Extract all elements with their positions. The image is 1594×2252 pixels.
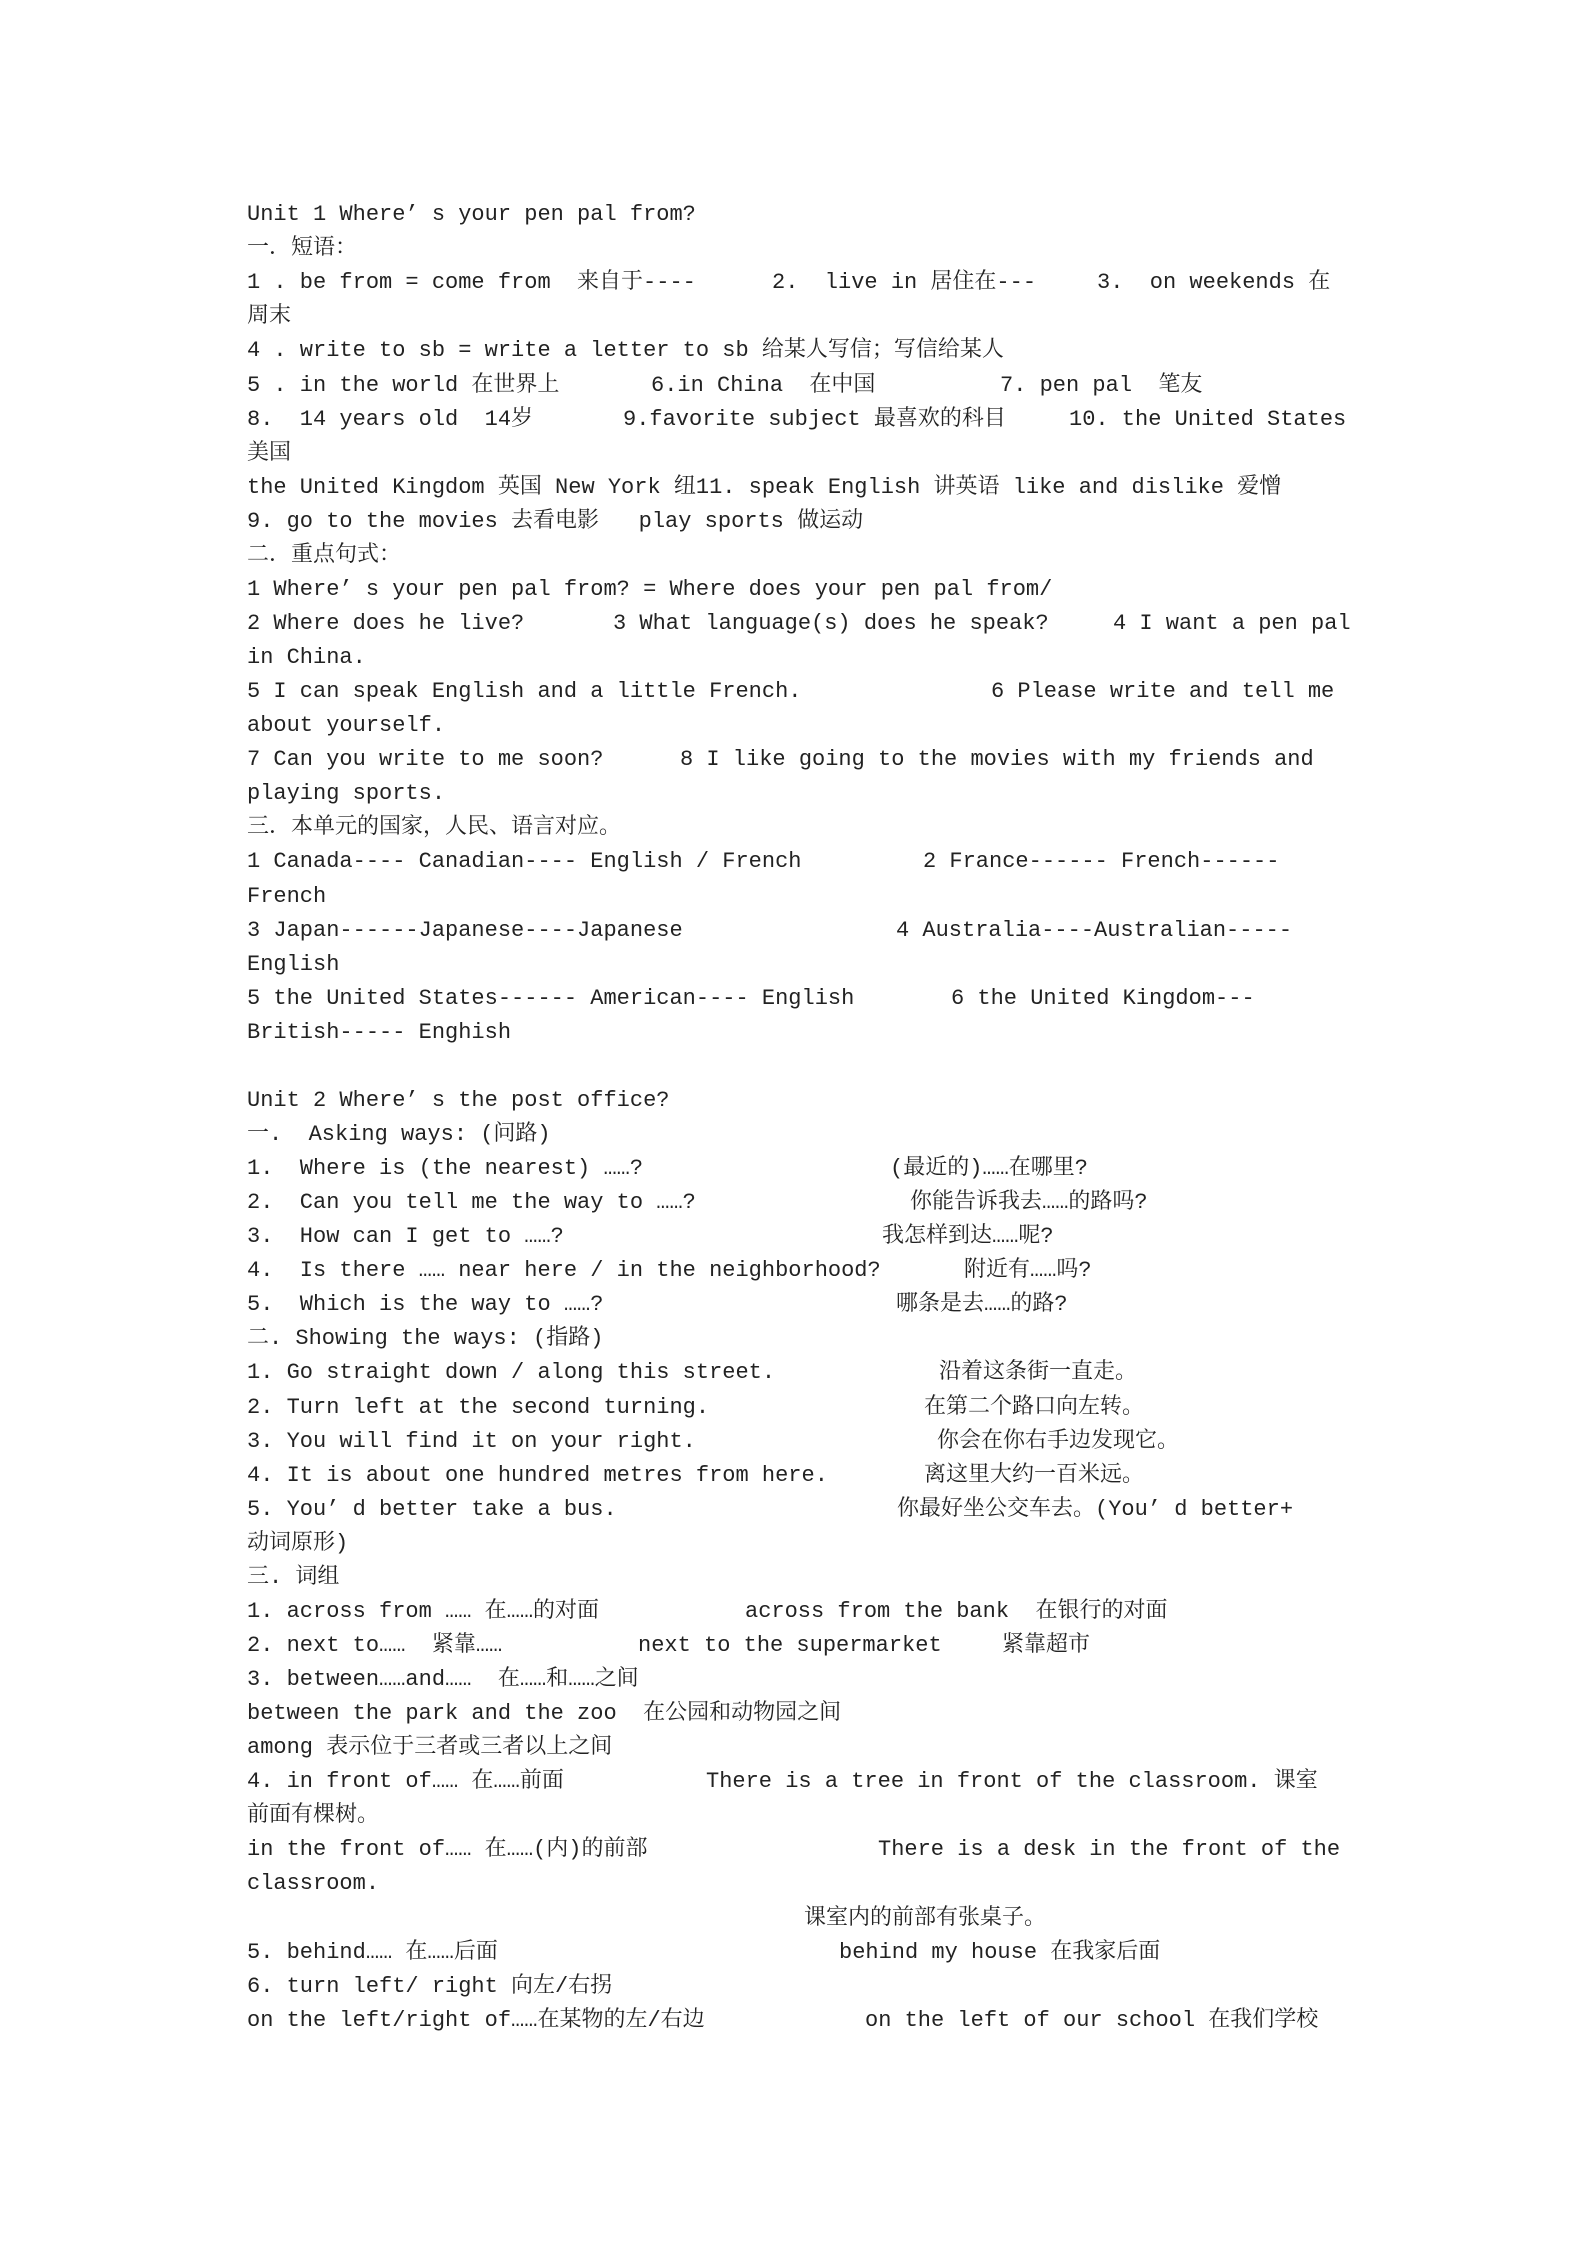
chinese-translation: 你最好坐公交车去。(You’ d better+ — [897, 1497, 1294, 1522]
sentence-item: 8 I like going to the movies with my friends and — [680, 747, 1314, 772]
country-item: 3 Japan------Japanese----Japanese — [247, 918, 683, 943]
phrase-item: 7. pen pal 笔友 — [1000, 373, 1203, 398]
asking-line-5 — [247, 1288, 1068, 1322]
phrase-item: 3. on weekends 在 — [1097, 270, 1331, 295]
word-group-item: in the front of…… 在……(内)的前部 — [247, 1837, 648, 1862]
sentence-item: 3 What language(s) does he speak? — [613, 611, 1049, 636]
word-group-example: There is a tree in front of the classroom. 课室 — [706, 1769, 1318, 1794]
sentence-item: 4 I want a pen pal — [1113, 611, 1351, 636]
word-group-line-1 — [247, 1595, 1168, 1629]
asking-line-3 — [247, 1220, 1054, 1254]
word-group-line-6b — [247, 2004, 1319, 2038]
unit-title: Unit 2 Where’ s the post office? — [247, 1088, 670, 1113]
sentence-item: 5 I can speak English and a little French. — [247, 679, 802, 704]
chinese-translation: 你会在你右手边发现它。 — [937, 1429, 1180, 1454]
chinese-translation: 在第二个路口向左转。 — [924, 1395, 1145, 1420]
word-group-example: between the park and the zoo 在公园和动物园之间 — [247, 1701, 842, 1726]
phrase-line-5 — [247, 369, 1203, 403]
word-group-line-2 — [247, 1629, 1091, 1663]
english-phrase: 4. It is about one hundred metres from here. — [247, 1463, 828, 1488]
sentence-item: in China. — [247, 645, 366, 670]
sentence-item: playing sports. — [247, 781, 446, 806]
phrase-line-8 — [247, 403, 1347, 437]
phrase-item: 6.in China 在中国 — [651, 373, 876, 398]
sentence-item: 7 Can you write to me soon? — [247, 747, 604, 772]
word-group-example: next to the supermarket — [638, 1633, 942, 1658]
chinese-translation: 你能告诉我去……的路吗? — [910, 1190, 1148, 1215]
country-item: 4 Australia----Australian----- — [896, 918, 1293, 943]
phrase-item: 9. go to the movies 去看电影 play sports 做运动 — [247, 509, 864, 534]
showing-line-1 — [247, 1356, 1138, 1390]
word-group-item: 6. turn left/ right 向左/右拐 — [247, 1974, 613, 1999]
sentence-line-2 — [247, 607, 1351, 641]
chinese-translation: 离这里大约一百米远。 — [924, 1463, 1145, 1488]
asking-line-1 — [247, 1152, 1089, 1186]
word-group-example: There is a desk in the front of the — [878, 1837, 1341, 1862]
country-item: 5 the United States------ American---- English — [247, 986, 855, 1011]
country-item: British----- Enghish — [247, 1020, 512, 1045]
sentence-item: 6 Please write and tell me — [991, 679, 1335, 704]
english-phrase: 4. Is there …… near here / in the neighborhood? — [247, 1258, 881, 1283]
sentence-line-7 — [247, 743, 1314, 777]
section-heading: 三．本单元的国家，人民、语言对应。 — [247, 815, 622, 840]
chinese-translation: 动词原形) — [247, 1531, 349, 1556]
word-group-example: 前面有棵树。 — [247, 1803, 380, 1828]
word-group-item: 4. in front of…… 在……前面 — [247, 1769, 564, 1794]
country-item: English — [247, 952, 340, 977]
english-phrase: 1. Go straight down / along this street. — [247, 1360, 776, 1385]
word-group-item: on the left/right of……在某物的左/右边 — [247, 2008, 705, 2033]
country-line-5 — [247, 982, 1255, 1016]
asking-line-4 — [247, 1254, 1092, 1288]
word-group-line-4b — [247, 1833, 1341, 1867]
word-group-item: 3. between……and…… 在……和……之间 — [247, 1667, 639, 1692]
word-group-example: 紧靠超市 — [1002, 1633, 1091, 1658]
word-group-example: classroom. — [247, 1871, 380, 1896]
country-item: 1 Canada---- Canadian---- English / French — [247, 849, 802, 874]
phrase-item: 周末 — [247, 304, 292, 329]
asking-line-2 — [247, 1186, 1148, 1220]
phrase-line-1 — [247, 266, 1331, 300]
country-item: 2 France------ French------ — [923, 849, 1280, 874]
phrase-item: 美国 — [247, 441, 292, 466]
english-phrase: 3. How can I get to ……? — [247, 1224, 564, 1249]
phrase-item: 5 . in the world 在世界上 — [247, 373, 560, 398]
phrase-item: 9.favorite subject 最喜欢的科目 — [623, 407, 1006, 432]
unit-title: Unit 1 Where’ s your pen pal from? — [247, 202, 696, 227]
sentence-item: 2 Where does he live? — [247, 611, 525, 636]
phrase-item: 1 . be from = come from 来自于---- — [247, 270, 696, 295]
phrase-item: 2. live in 居住在--- — [772, 270, 1037, 295]
chinese-translation: 附近有……吗? — [964, 1258, 1092, 1283]
word-group-example: 课室内的前部有张桌子。 — [804, 1906, 1047, 1931]
word-group-example: behind my house 在我家后面 — [839, 1940, 1161, 1965]
english-phrase: 3. You will find it on your right. — [247, 1429, 696, 1454]
chinese-translation: (最近的)……在哪里? — [890, 1156, 1089, 1181]
country-item: 6 the United Kingdom--- — [951, 986, 1255, 1011]
phrase-item: the United Kingdom 英国 New York 纽11. speak English 讲英语 like and dislike 爱憎 — [247, 475, 1282, 500]
phrase-item: 10. the United States — [1069, 407, 1347, 432]
showing-line-5 — [247, 1493, 1294, 1527]
section-heading: 二. Showing the ways: (指路) — [247, 1326, 604, 1351]
section-heading: 一. Asking ways: (问路) — [247, 1122, 551, 1147]
showing-line-2 — [247, 1391, 1145, 1425]
chinese-translation: 我怎样到达……呢? — [882, 1224, 1054, 1249]
word-group-item: 5. behind…… 在……后面 — [247, 1940, 498, 1965]
country-item: French — [247, 884, 327, 909]
sentence-item: about yourself. — [247, 713, 446, 738]
country-line-3 — [247, 914, 1293, 948]
word-group-line-4 — [247, 1765, 1318, 1799]
sentence-line-5 — [247, 675, 1335, 709]
phrase-item: 4 . write to sb = write a letter to sb 给某人写信；写信给某人 — [247, 338, 1004, 363]
word-group-example: on the left of our school 在我们学校 — [865, 2008, 1319, 2033]
english-phrase: 2. Turn left at the second turning. — [247, 1395, 710, 1420]
showing-line-3 — [247, 1425, 1180, 1459]
word-group-example: across from the bank 在银行的对面 — [745, 1599, 1168, 1624]
word-group-item: 2. next to…… 紧靠…… — [247, 1633, 503, 1658]
chinese-translation: 沿着这条街一直走。 — [939, 1360, 1138, 1385]
english-phrase: 2. Can you tell me the way to ……? — [247, 1190, 696, 1215]
word-group-line-5 — [247, 1936, 1161, 1970]
country-line-1 — [247, 845, 1280, 879]
section-heading: 一．短语： — [247, 236, 358, 261]
showing-line-4 — [247, 1459, 1145, 1493]
sentence-item: 1 Where’ s your pen pal from? = Where does your pen pal from/ — [247, 577, 1053, 602]
english-phrase: 1. Where is (the nearest) ……? — [247, 1156, 644, 1181]
english-phrase: 5. Which is the way to ……? — [247, 1292, 604, 1317]
phrase-item: 8. 14 years old 14岁 — [247, 407, 534, 432]
section-heading: 三. 词组 — [247, 1565, 340, 1590]
word-group-item: among 表示位于三者或三者以上之间 — [247, 1735, 613, 1760]
english-phrase: 5. You’ d better take a bus. — [247, 1497, 617, 1522]
word-group-item: 1. across from …… 在……的对面 — [247, 1599, 600, 1624]
chinese-translation: 哪条是去……的路? — [896, 1292, 1068, 1317]
section-heading: 二．重点句式： — [247, 543, 402, 568]
